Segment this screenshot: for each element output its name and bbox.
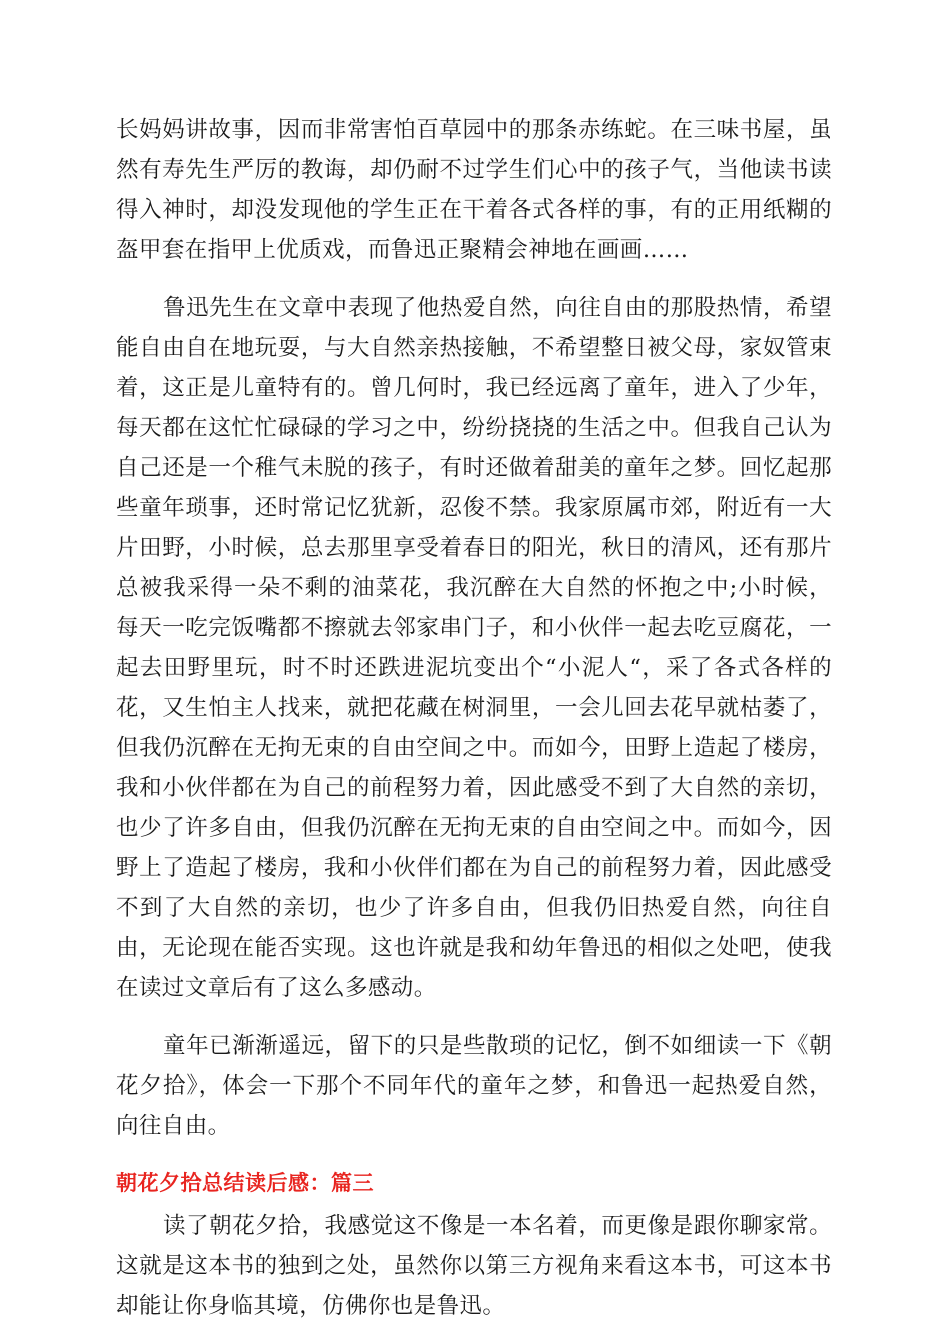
paragraph-continued: 长妈妈讲故事，因而非常害怕百草园中的那条赤练蛇。在三味书屋，虽然有寿先生严厉的教诲，却仍耐不过学生们心中的孩子气，当他读书读得入神时，却没发现他的学生正在干着各式各样的事，有的正用纸糊的盔甲套在指甲上优质戏，而鲁迅正聚精会神地在画画…… <box>116 117 832 263</box>
document-body <box>116 110 832 1326</box>
paragraph-section-three: 读了朝花夕拾，我感觉这不像是一本名着，而更像是跟你聊家常。这就是这本书的独到之处，虽然你以第三方视角来看这本书，可这本书却能让你身临其境，仿佛你也是鲁迅。 <box>116 1213 832 1319</box>
paragraph-reflection: 鲁迅先生在文章中表现了他热爱自然，向往自由的那股热情，希望能自由自在地玩耍，与大自然亲热接触，不希望整日被父母，家奴管束着，这正是儿童特有的。曾几何时，我已经远离了童年，进入了少年，每天都在这忙忙碌碌的学习之中，纷纷挠挠的生活之中。但我自己认为自己还是一个稚气未脱的孩子，有时还做着甜美的童年之梦。回忆起那些童年琐事，还时常记忆犹新，忍俊不禁。我家原属市郊，附近有一大片田野，小时候，总去那里享受着春日的阳光，秋日的清风，还有那片总被我采得一朵不剩的油菜花，我沉醉在大自然的怀抱之中;小时候，每天一吃完饭嘴都不擦就去邻家串门子，和小伙伴一起去吃豆腐花，一起去田野里玩，时不时还跌进泥坑变出个“小泥人“，采了各式各样的花，又生怕主人找来，就把花藏在树洞里，一会儿回去花早就枯萎了，但我仍沉醉在无拘无束的自由空间之中。而如今，田野上造起了楼房，我和小伙伴都在为自己的前程努力着，因此感受不到了大自然的亲切，也少了许多自由，但我仍沉醉在无拘无束的自由空间之中。而如今，因野上了造起了楼房，我和小伙伴们都在为自己的前程努力着，因此感受不到了大自然的亲切，也少了许多自由，但我仍旧热爱自然，向往自由，无论现在能否实现。这也许就是我和幼年鲁迅的相似之处吧，使我在读过文章后有了这么多感动。 <box>116 295 832 1001</box>
paragraph-conclusion: 童年已渐渐遥远，留下的只是些散琐的记忆，倒不如细读一下《朝花夕拾》，体会一下那个不同年代的童年之梦，和鲁迅一起热爱自然，向往自由。 <box>116 1033 832 1139</box>
section-heading: 朝花夕拾总结读后感：篇三 <box>116 1171 374 1195</box>
